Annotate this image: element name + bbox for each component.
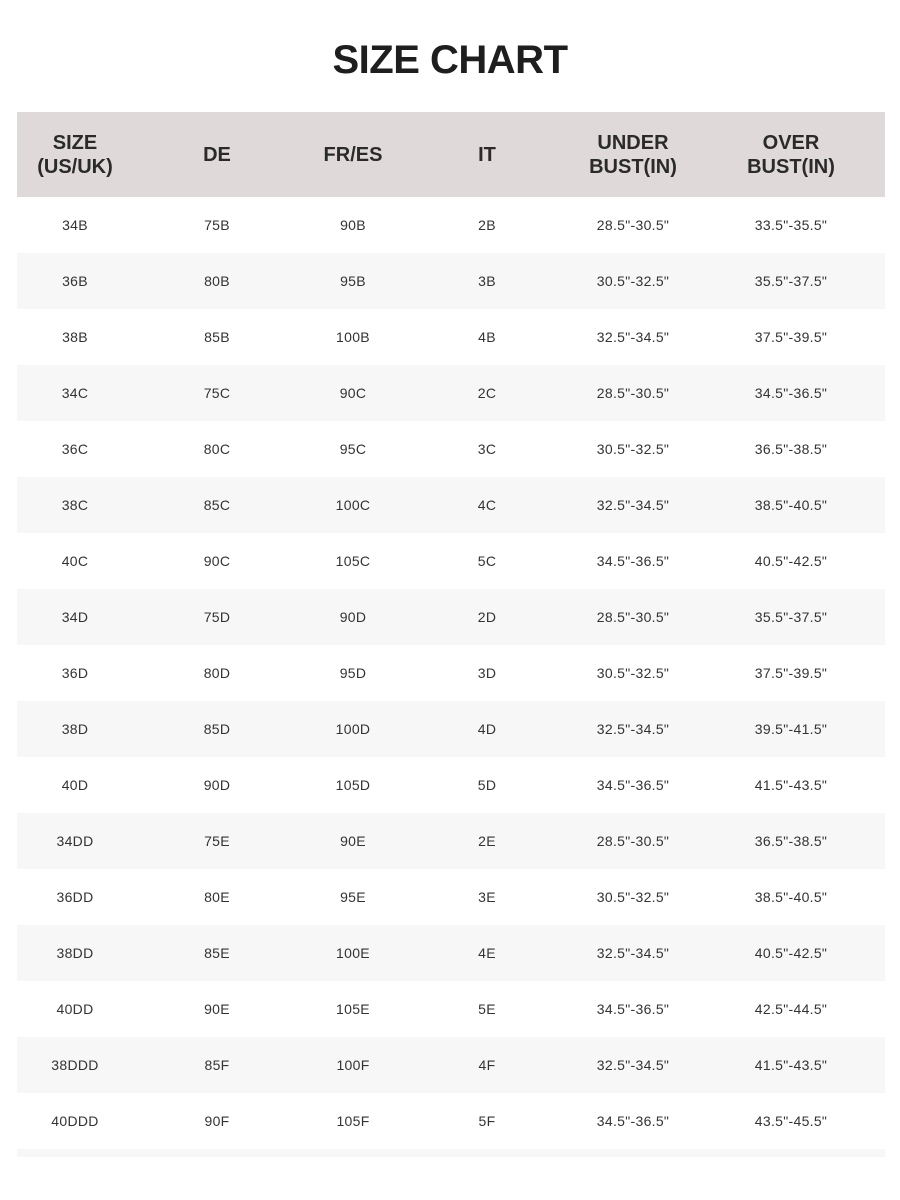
cell-under-bust: 34.5"-36.5" [596,1113,670,1129]
cell-fr-es: 95B [340,273,366,289]
cell-over-bust: 42.5"-44.5" [754,1001,828,1017]
cell-fr-es: 95E [340,889,366,905]
cell-it: 5D [477,777,497,793]
cell-fr-es: 90B [340,217,366,233]
cell-size: 40DD [56,1001,94,1017]
cell-fr-es: 95C [339,441,367,457]
cell-fr-es: 95D [339,665,367,681]
cell-de: 80B [204,273,230,289]
cell-under-bust: 32.5"-34.5" [596,1057,670,1073]
cell-de: 80C [203,441,231,457]
cell-over-bust: 38.5"-40.5" [754,889,828,905]
table-row [17,197,885,253]
cell-under-bust: 34.5"-36.5" [596,553,670,569]
size-chart-table [17,112,885,1157]
cell-fr-es: 105C [335,553,371,569]
cell-size: 34B [62,217,88,233]
cell-fr-es: 100B [336,329,370,345]
cell-it: 5E [478,1001,496,1017]
table-row [17,309,885,365]
cell-fr-es: 90D [339,609,367,625]
cell-fr-es: 100C [335,497,371,513]
cell-de: 85B [204,329,230,345]
cell-de: 75C [203,385,231,401]
cell-it: 2C [477,385,497,401]
table-header [17,112,885,197]
cell-over-bust: 34.5"-36.5" [754,385,828,401]
cell-over-bust: 41.5"-43.5" [754,1057,828,1073]
table-row [17,701,885,757]
column-header-size: SIZE (US/UK) [37,131,113,178]
table-row [17,925,885,981]
cell-it: 2E [478,833,496,849]
table-row [17,869,885,925]
cell-size: 40D [61,777,89,793]
cell-fr-es: 105E [336,1001,370,1017]
cell-de: 90F [204,1113,230,1129]
cell-size: 36DD [56,889,94,905]
cell-fr-es: 90C [339,385,367,401]
cell-de: 90D [203,777,231,793]
cell-over-bust: 37.5"-39.5" [754,329,828,345]
cell-size: 36B [62,273,88,289]
table-row [17,253,885,309]
cell-it: 3E [478,889,496,905]
table-row [17,1037,885,1093]
cell-over-bust: 37.5"-39.5" [754,665,828,681]
table-row [17,757,885,813]
cell-size: 38B [62,329,88,345]
cell-it: 2D [477,609,497,625]
column-header-de: DE [203,143,231,166]
cell-it: 3D [477,665,497,681]
cell-de: 80D [203,665,231,681]
cell-it: 4E [478,945,496,961]
cell-de: 75B [204,217,230,233]
table-row [17,645,885,701]
table-row [17,813,885,869]
cell-under-bust: 28.5"-30.5" [596,609,670,625]
cell-under-bust: 28.5"-30.5" [596,833,670,849]
cell-size: 40DDD [51,1113,99,1129]
table-row [17,589,885,645]
table-row [17,421,885,477]
cell-over-bust: 40.5"-42.5" [754,553,828,569]
cell-over-bust: 36.5"-38.5" [754,441,828,457]
column-header-under-bust: UNDER BUST(IN) [589,131,677,178]
cell-over-bust: 39.5"-41.5" [754,721,828,737]
cell-under-bust: 32.5"-34.5" [596,721,670,737]
cell-under-bust: 32.5"-34.5" [596,329,670,345]
cell-size: 38D [61,721,89,737]
cell-under-bust: 30.5"-32.5" [596,441,670,457]
cell-de: 75D [203,609,231,625]
cell-de: 85F [204,1057,230,1073]
cell-over-bust: 35.5"-37.5" [754,609,828,625]
cell-fr-es: 90E [340,833,366,849]
cell-size: 36C [61,441,89,457]
cell-over-bust: 38.5"-40.5" [754,497,828,513]
table-row [17,1093,885,1149]
cell-fr-es: 100D [335,721,371,737]
cell-de: 90C [203,553,231,569]
cell-under-bust: 32.5"-34.5" [596,945,670,961]
cell-size: 34C [61,385,89,401]
table-bottom-edge [17,1149,885,1157]
cell-it: 3C [477,441,497,457]
cell-it: 4B [478,329,496,345]
cell-fr-es: 100E [336,945,370,961]
cell-it: 5F [478,1113,496,1129]
cell-over-bust: 40.5"-42.5" [754,945,828,961]
cell-size: 36D [61,665,89,681]
table-body [17,197,885,1149]
column-header-fr-es: FR/ES [323,143,383,166]
cell-over-bust: 43.5"-45.5" [754,1113,828,1129]
cell-under-bust: 32.5"-34.5" [596,497,670,513]
cell-it: 2B [478,217,496,233]
cell-de: 80E [204,889,230,905]
cell-under-bust: 30.5"-32.5" [596,889,670,905]
cell-it: 5C [477,553,497,569]
column-header-it: IT [478,143,496,166]
cell-size: 38C [61,497,89,513]
cell-de: 90E [204,1001,230,1017]
table-row [17,477,885,533]
cell-under-bust: 30.5"-32.5" [596,665,670,681]
cell-size: 38DD [56,945,94,961]
cell-under-bust: 34.5"-36.5" [596,1001,670,1017]
cell-de: 85E [204,945,230,961]
cell-it: 4C [477,497,497,513]
cell-over-bust: 33.5"-35.5" [754,217,828,233]
cell-under-bust: 28.5"-30.5" [596,385,670,401]
cell-over-bust: 36.5"-38.5" [754,833,828,849]
cell-de: 75E [204,833,230,849]
cell-size: 34D [61,609,89,625]
cell-it: 3B [478,273,496,289]
cell-size: 38DDD [51,1057,99,1073]
cell-it: 4F [478,1057,496,1073]
cell-under-bust: 34.5"-36.5" [596,777,670,793]
cell-fr-es: 105F [336,1113,370,1129]
cell-de: 85C [203,497,231,513]
cell-size: 34DD [56,833,94,849]
cell-fr-es: 105D [335,777,371,793]
cell-size: 40C [61,553,89,569]
column-header-over-bust: OVER BUST(IN) [747,131,835,178]
table-row [17,533,885,589]
page-title: SIZE CHART [332,38,568,82]
table-row [17,365,885,421]
cell-over-bust: 35.5"-37.5" [754,273,828,289]
cell-over-bust: 41.5"-43.5" [754,777,828,793]
cell-de: 85D [203,721,231,737]
cell-under-bust: 28.5"-30.5" [596,217,670,233]
cell-under-bust: 30.5"-32.5" [596,273,670,289]
table-row [17,981,885,1037]
cell-it: 4D [477,721,497,737]
cell-fr-es: 100F [336,1057,370,1073]
